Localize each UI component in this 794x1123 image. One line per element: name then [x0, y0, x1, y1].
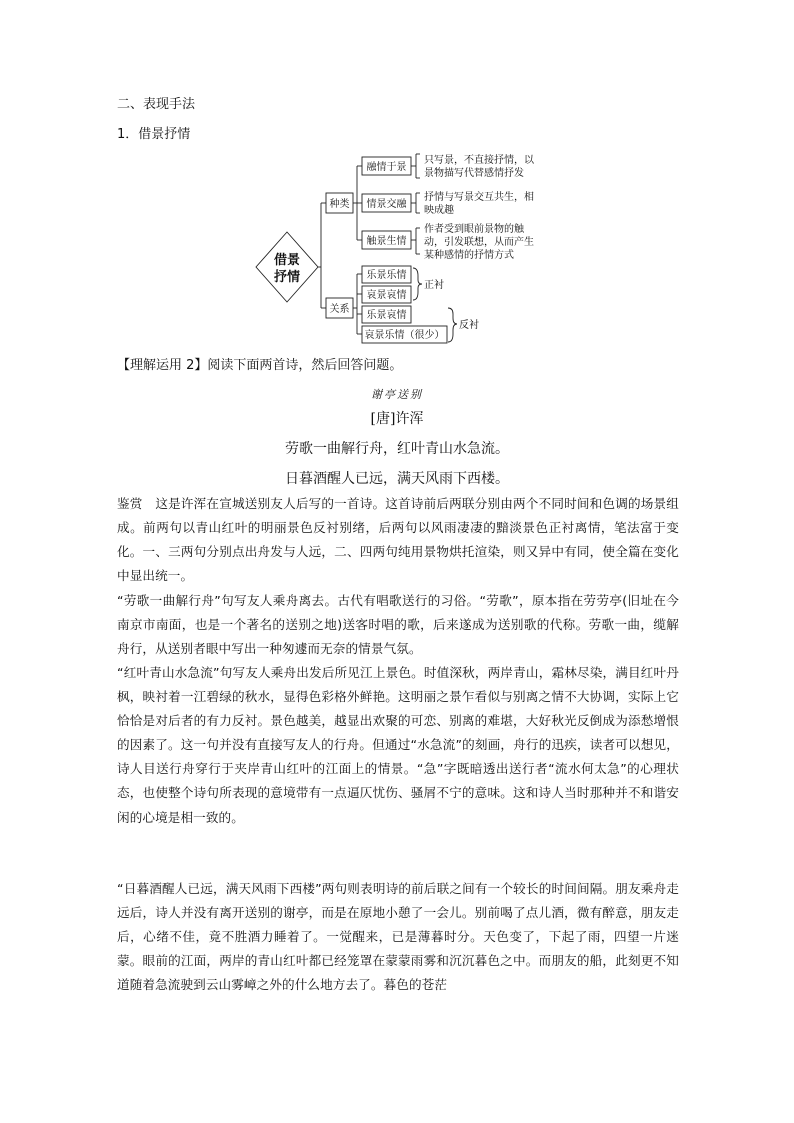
exercise-text: 阅读下面两首诗，然后回答问题。	[207, 358, 403, 373]
appreciation-paragraph-3: “红叶青山水急流”句写友人乘舟出发后所见江上景色。时值深秋，两岸青山，霜林尽染，满目红叶丹枫，映衬着一江碧绿的秋水，显得色彩格外鲜艳。这明丽之景乍看似与别离之情不大协调，实际上它恰恰是对后者的有力反衬。景色越美，越显出欢聚的可恋、别离的难堪，大好秋光反倒成为添愁增恨的因素了。这一句并没有直接写友人的行舟。但通过“水急流”的刻画，舟行的迅疾，读者可以想见，诗人目送行舟穿行于夹岸青山红叶的江面上的情景。“急”字既暗透出送行者“流水何太急”的心理状态，也使整个诗句所表现的意境带有一点逼仄忧伤、骚屑不宁的意味。这和诗人当时那种并不和谐安闲的心境是相一致的。	[117, 665, 679, 825]
root-label-line2: 抒情	[273, 270, 301, 285]
poem-title: 谢亭送别	[371, 388, 423, 401]
section-heading: 二、表现手法	[117, 97, 196, 112]
type-desc-2-line2: 映成趣	[424, 205, 454, 216]
exercise-prompt	[117, 358, 402, 374]
appreciation-paragraph-1: 鉴赏 这是许浑在宣城送别友人后写的一首诗。这首诗前后两联分别由两个不同时间和色调的场景组成。前两句以青山红叶的明丽景色反衬别绪，后两句以风雨凄凄的黯淡景色正衬离情，笔法富于变化。一、三两句分别点出舟发与人远，二、四两句纯用景物烘托渲染，则又异中有同，使全篇在变化中显出统一。	[117, 496, 679, 584]
relation-label-3: 乐景哀情	[366, 310, 407, 321]
type-desc-3-line2: 动，引发联想，从而产生	[424, 237, 534, 248]
type-label-3: 触景生情	[366, 236, 407, 247]
poem-author: [唐]许浑	[370, 411, 424, 427]
type-desc-2-line1: 抒情与写景交互共生，相	[424, 192, 534, 203]
exercise-label: 【理解运用 2】	[117, 358, 208, 373]
relation-label-2: 哀景哀情	[366, 290, 407, 301]
concept-diagram	[0, 150, 794, 350]
type-desc-3-line1: 作者受到眼前景物的触	[424, 224, 524, 235]
type-label-1: 融情于景	[366, 162, 407, 173]
relation-label-1: 乐景乐情	[366, 270, 407, 281]
appreciation-paragraph-2: “劳歌一曲解行舟”句写友人乘舟离去。古代有唱歌送行的习俗。“劳歌”，原本指在劳劳亭(旧址在今南京市南面，也是一个著名的送别之地)送客时唱的歌，后来遂成为送别歌的代称。劳歌一曲，缆解舟行，从送别者眼中写出一种匆遽而无奈的情景气氛。	[117, 593, 679, 657]
type-desc-1-line1: 只写景，不直接抒情，以	[424, 155, 534, 166]
appreciation-paragraph-4: “日暮酒醒人已远，满天风雨下西楼”两句则表明诗的前后联之间有一个较长的时间间隔。朋友乘舟走远后，诗人并没有离开送别的谢亭，而是在原地小憩了一会儿。别前喝了点儿酒，微有醉意，朋友走后，心绪不佳，竟不胜酒力睡着了。一觉醒来，已是薄暮时分。天色变了，下起了雨，四望一片迷蒙。眼前的江面，两岸的青山红叶都已经笼罩在蒙蒙雨雾和沉沉暮色之中。而朋友的船，此刻更不知道随着急流驶到云山雾嶂之外的什么地方去了。暮色的苍茫	[117, 881, 679, 993]
zhengchen-label: 正衬	[424, 280, 444, 291]
relations-label: 关系	[329, 304, 350, 315]
relation-label-4: 哀景乐情（很少）	[364, 330, 445, 341]
type-label-2: 情景交融	[366, 199, 407, 210]
subsection-heading: 1．借景抒情	[117, 127, 191, 142]
root-label-line1: 借景	[273, 253, 301, 268]
type-desc-1-line2: 景物描写代替感情抒发	[424, 168, 524, 179]
zhengchen-brace	[413, 268, 422, 300]
types-label: 种类	[329, 199, 350, 210]
type-desc-3-line3: 某种感情的抒情方式	[424, 250, 514, 261]
fanchen-brace	[448, 308, 457, 342]
fanchen-label: 反衬	[459, 320, 479, 331]
poem-line-2: 日暮酒醒人已远，满天风雨下西楼。	[285, 471, 509, 487]
poem-line-1: 劳歌一曲解行舟，红叶青山水急流。	[285, 441, 509, 457]
